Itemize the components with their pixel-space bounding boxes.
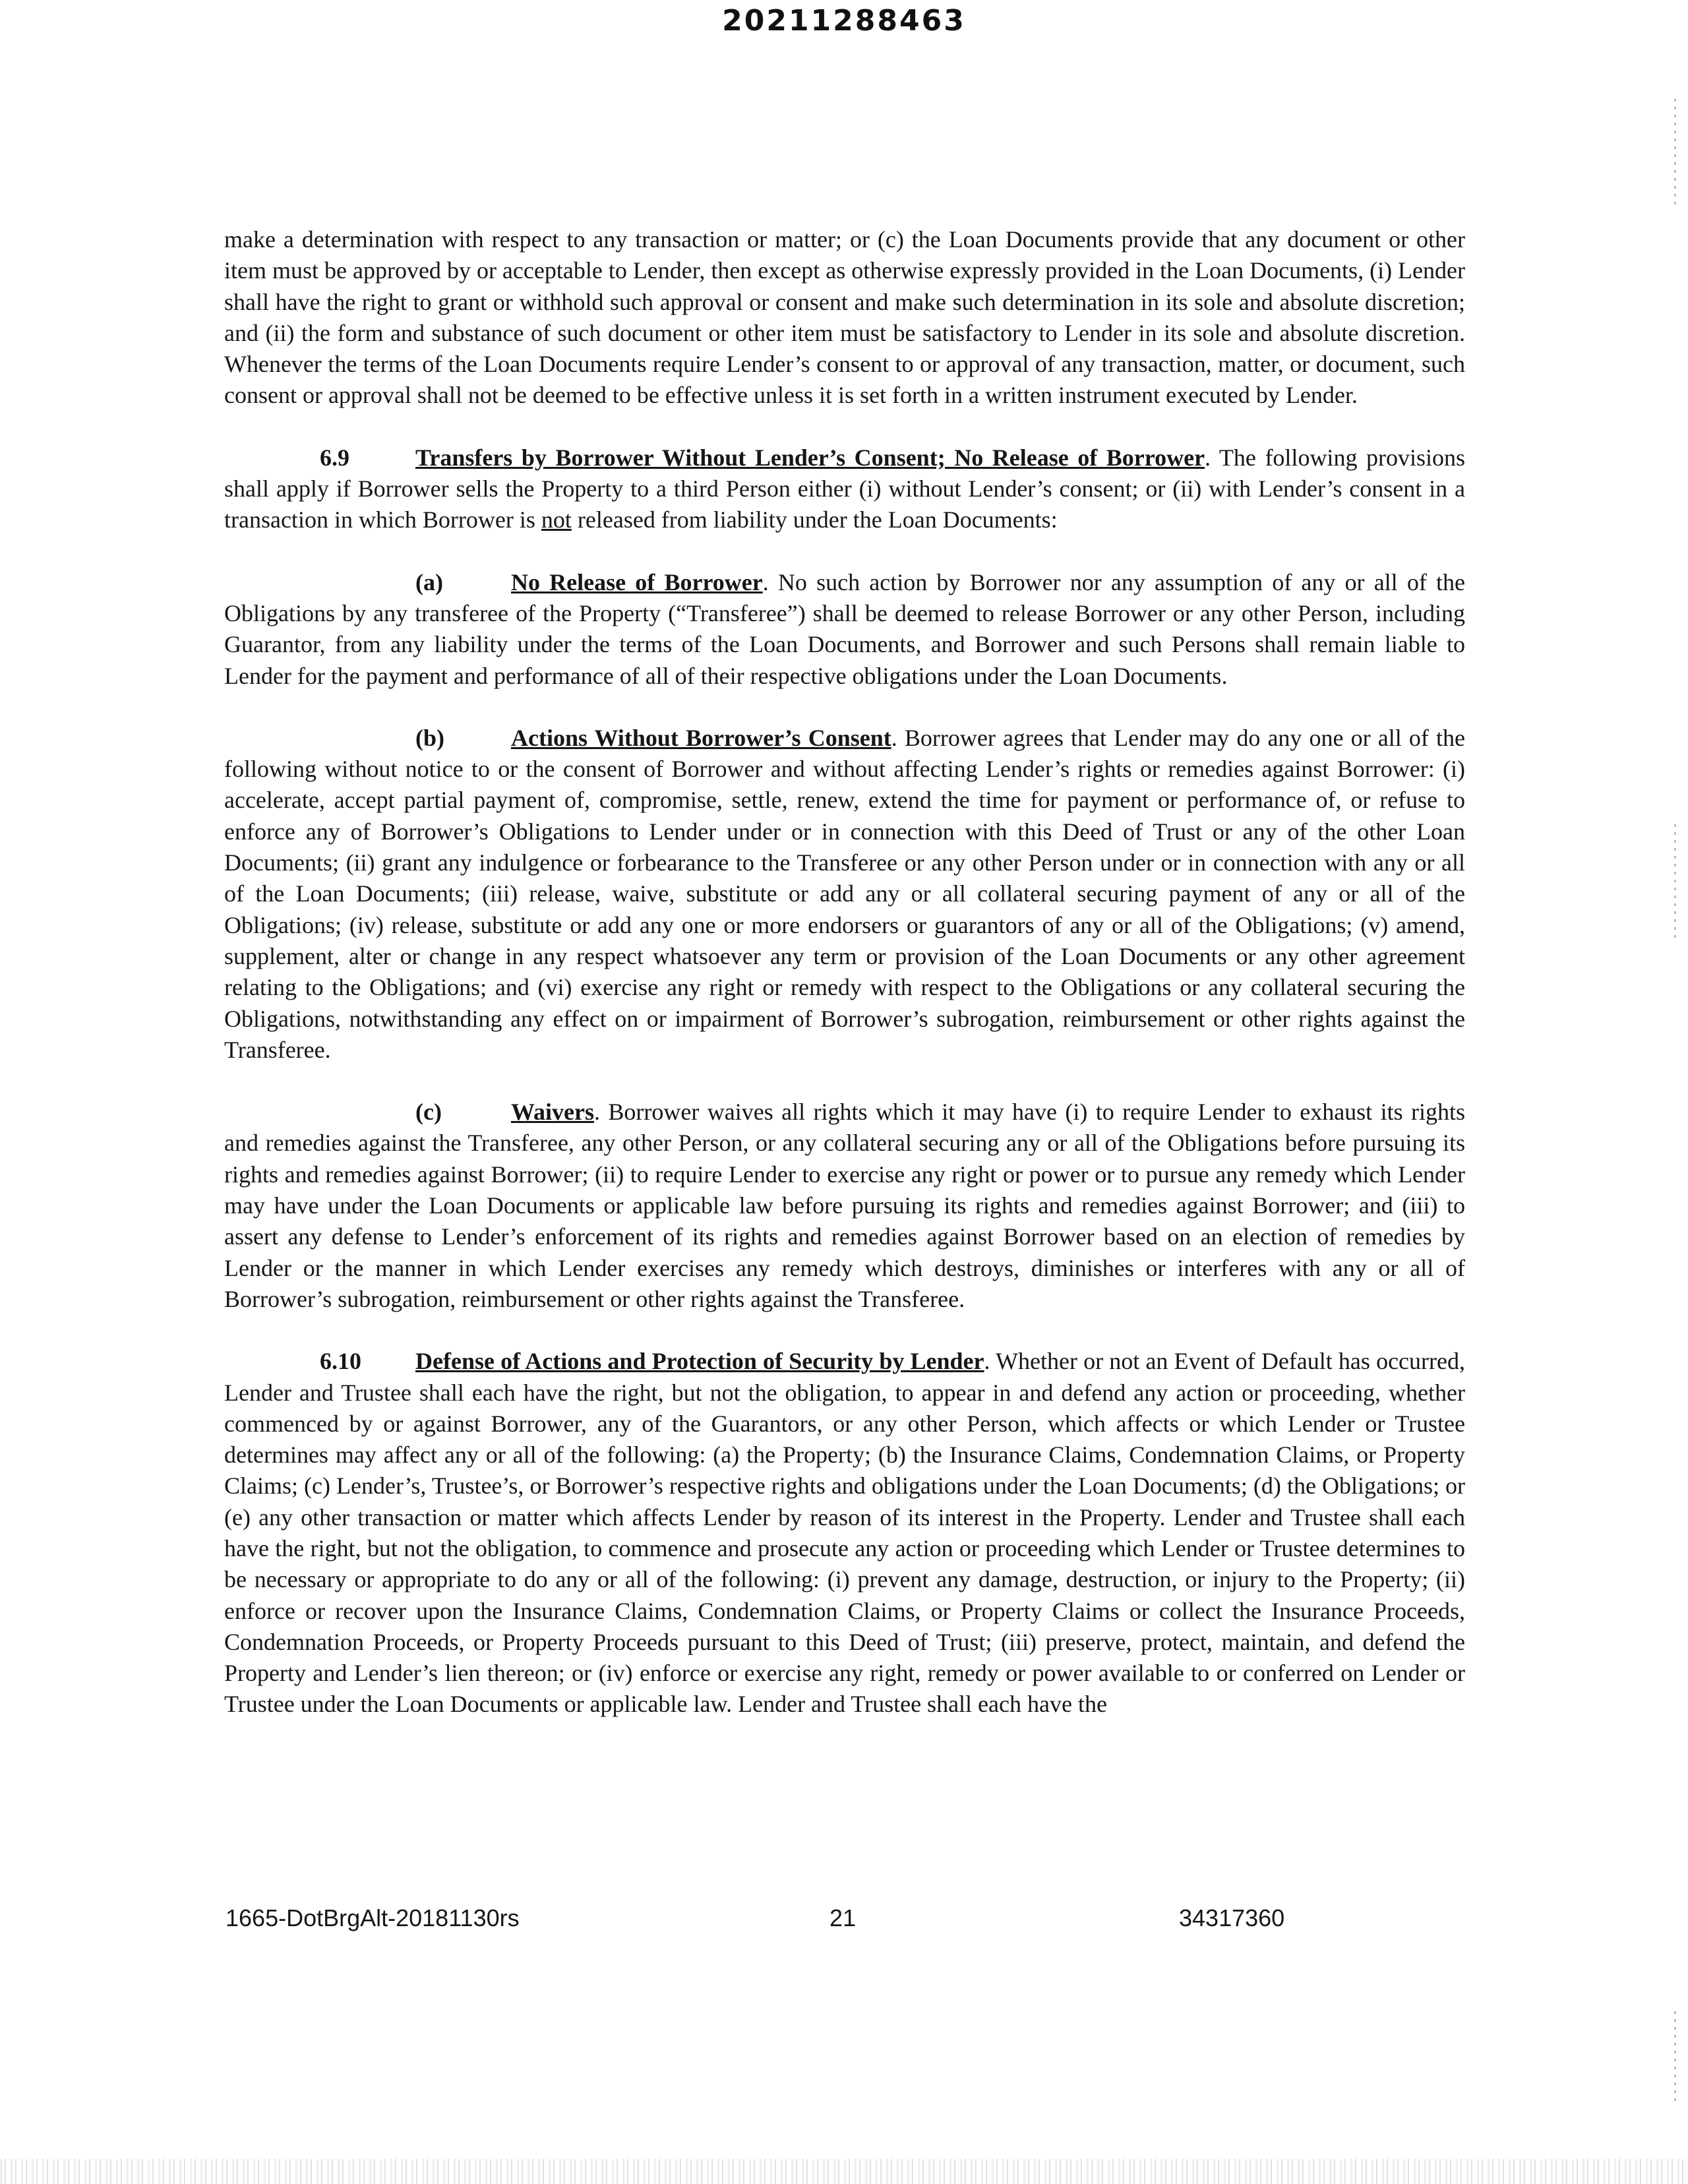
- subsection-text: . Borrower agrees that Lender may do any one or all of the following without notice to or the consent of Borrower and without affecting Lender’s rights or remedies against Borrower: (i) accelerate, accept partial payment of, compromise, settle, renew, extend the time for payment or performance of, or refuse to enforce any of Borrower’s Obligations to Lender under or in connection with this Deed of Trust or any of the other Loan Documents; (ii) grant any indulgence or forbearance to the Transferee or any other Person under or in connection with any or all of the Loan Documents; (iii) release, waive, substitute or add any or all collateral securing payment of any or all of the Obligations; (iv) release, substitute or add any one or more endorsers or guarantors of any or all of the Obligations; (v) amend, supplement, alter or change in any respect whatsoever any term or provision of the Loan Documents or any other agreement relating to the Obligations; and (vi) exercise any right or remedy with respect to the Obligations or any collateral securing the Obligations, notwithstanding any effect on or impairment of Borrower’s subrogation, reimbursement or other rights against the Transferee.: [224, 724, 1466, 1063]
- subsection-label: (b): [415, 724, 444, 751]
- section-heading: Defense of Actions and Protection of Security by Lender: [415, 1348, 984, 1375]
- emphasis-not: not: [541, 506, 572, 533]
- subsection-label: (a): [415, 568, 443, 595]
- section-6-9: [224, 442, 1465, 536]
- scan-artifact-edge: [1674, 824, 1676, 943]
- document-body: [224, 224, 1465, 1751]
- subsection-c: [224, 1097, 1465, 1315]
- subsection-heading: No Release of Borrower: [511, 568, 763, 595]
- intro-paragraph: make a determination with respect to any transaction or matter; or (c) the Loan Documents provide that any document or other item must be approved by or acceptable to Lender, then except as otherwise expressly provided in the Loan Documents, (i) Lender shall have the right to grant or withhold such approval or consent and make such determination in its sole and absolute discretion; and (ii) the form and substance of such document or other item must be satisfactory to Lender in its sole and absolute discretion. Whenever the terms of the Loan Documents require Lender’s consent to or approval of any transaction, matter, or document, such consent or approval shall not be deemed to be effective unless it is set forth in a written instrument executed by Lender.: [224, 226, 1465, 409]
- subsection-heading: Waivers: [511, 1099, 594, 1126]
- section-number: 6.9: [320, 444, 349, 471]
- subsection-heading: Actions Without Borrower’s Consent: [511, 724, 891, 751]
- scan-artifact-edge: [1674, 2011, 1676, 2104]
- section-text: . Whether or not an Event of Default has occurred, Lender and Trustee shall each have the right, but not the obligation, to appear in and defend any action or proceeding, whether commenced by or against Borrower, any of the Guarantors, or any other Person, which affects or which Lender or Trustee determines may affect any or all of the following: (a) the Property; (b) the Insurance Claims, Condemnation Claims, or Property Claims; (c) Lender’s, Trustee’s, or Borrower’s respective rights and obligations under the Loan Documents; (d) the Obligations; or (e) any other transaction or matter which affects Lender by reason of its interest in the Property. Lender and Trustee shall each have the right, but not the obligation, to commence and prosecute any action or proceeding which Lender or Trustee determines to be necessary or appropriate to do any or all of the following: (i) prevent any damage, destruction, or injury to the Property; (ii) enforce or recover upon the Insurance Claims, Condemnation Claims, or Property Claims or collect the Insurance Proceeds, Condemnation Proceeds, or Property Proceeds pursuant to this Deed of Trust; (iii) preserve, protect, maintain, and defend the Property and Lender’s lien thereon; or (iv) enforce or exercise any right, remedy or power available to or conferred on Lender or Trustee under the Loan Documents or applicable law. Lender and Trustee shall each have the: [224, 1348, 1465, 1718]
- scan-artifact-bottom: [0, 2159, 1688, 2184]
- section-heading: Transfers by Borrower Without Lender’s Consent; No Release of Borrower: [415, 444, 1205, 471]
- subsection-b: [224, 723, 1465, 1066]
- footer-form-id: 1665-DotBrgAlt-20181130rs: [226, 1904, 520, 1931]
- footer-doc-id: 34317360: [1179, 1904, 1285, 1931]
- subsection-a: [224, 567, 1465, 692]
- section-number: 6.10: [320, 1348, 361, 1375]
- section-6-10: [224, 1346, 1465, 1720]
- subsection-text: . No such action by Borrower nor any assumption of any or all of the Obligations by any transferee of the Property (“Transferee”) shall be deemed to release Borrower or any other Person, including Guarantor, from any liability under the terms of the Loan Documents, and Borrower and such Persons shall remain liable to Lender for the payment and performance of all of their respective obligations under the Loan Documents.: [224, 568, 1465, 689]
- subsection-text: . Borrower waives all rights which it may have (i) to require Lender to exhaust its rights and remedies against the Transferee, any other Person, or any collateral securing any or all of the Obligations before pursuing its rights and remedies against Borrower; (ii) to require Lender to exercise any right or power or to pursue any remedy which Lender may have under the Loan Documents or applicable law before pursuing its rights and remedies against Borrower; and (iii) to assert any defense to Lender’s enforcement of its rights and remedies against Borrower based on an election of remedies by Lender or the manner in which Lender exercises any remedy which destroys, diminishes or interferes with any or all of Borrower’s subrogation, reimbursement or other rights against the Transferee.: [224, 1099, 1465, 1312]
- scan-artifact-edge: [1674, 99, 1676, 204]
- section-text: . The following provisions shall apply if Borrower sells the Property to a third Person either (i) without Lender’s consent; or (ii) with Lender’s consent in a transaction in which Borrower is: [224, 444, 1465, 533]
- section-text-end: released from liability under the Loan Documents:: [571, 506, 1058, 533]
- recording-number: 20211288463: [722, 4, 966, 38]
- footer-page-number: 21: [829, 1904, 857, 1931]
- page-footer: [0, 1904, 1688, 1937]
- subsection-label: (c): [415, 1099, 442, 1126]
